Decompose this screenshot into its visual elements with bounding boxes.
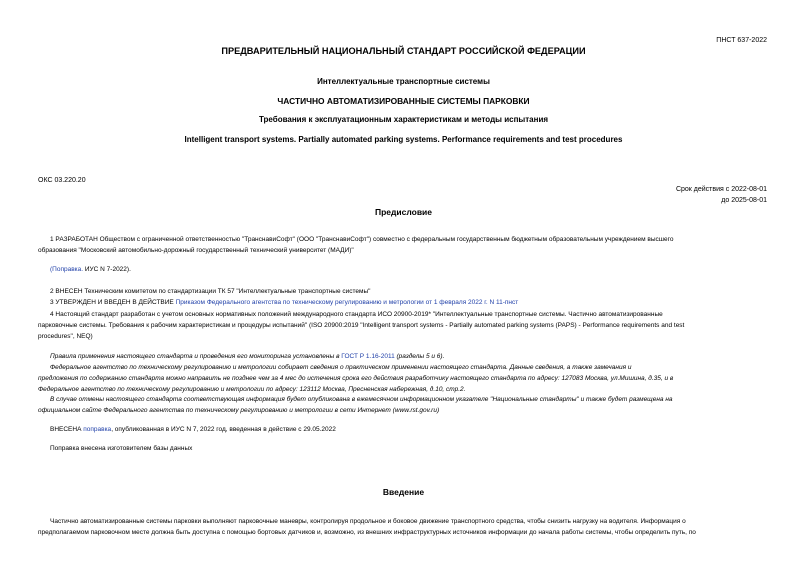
amended-post: , опубликованная в ИУС N 7, 2022 год, введенная в действие с 29.05.2022 [111,426,336,433]
title-series: Интеллектуальные транспортные системы [317,77,490,86]
fed-line1: Федеральное агентство по техническому регулированию и метрологии собирает сведения о практическом применении настоящего стандарта. Данные сведения, а также замечания и [50,364,632,371]
document-title: ПРЕДВАРИТЕЛЬНЫЙ НАЦИОНАЛЬНЫЙ СТАНДАРТ РОССИЙСКОЙ ФЕДЕРАЦИИ [221,46,586,56]
valid-to: до 2025-08-01 [721,197,767,204]
amendment-note [50,266,131,273]
rules-text-1: Правила применения настоящего стандарта и проведения его мониторинга установлены в [50,353,342,360]
valid-from: Срок действия с 2022-08-01 [675,186,767,193]
amendment-link-2[interactable]: поправка [83,426,112,433]
title-subtitle: Требования к эксплуатационным характеристикам и методы испытания [258,115,549,124]
p3 [50,299,518,306]
title-name: ЧАСТИЧНО АВТОМАТИЗИРОВАННЫЕ СИСТЕМЫ ПАРКОВКИ [277,96,530,106]
p4-line1: 4 Настоящий стандарт разработан с учетом основных нормативных положений международного стандарта ИСО 20900-2019* "Интеллектуальные транспортные системы. Частично автоматизированные [50,311,663,318]
cancel-line2: официальном сайте Федерального агентства по техническому регулированию и метрологии в сети Интернет (www.rst.gov.ru) [38,407,440,414]
doc-code: ПНСТ 637-2022 [716,37,767,44]
p2: 2 ВНЕСЕН Техническим комитетом по стандартизации ТК 57 "Интеллектуальные транспортные системы" [50,288,371,295]
oks-code: ОКС 03.220.20 [38,177,86,184]
order-link[interactable]: Приказом Федерального агентства по техническому регулированию и метрологии от 1 февраля 2022 г. N 11-пнст [175,299,519,306]
gost-link[interactable]: ГОСТ Р 1.16-2011 [341,353,395,360]
p1-line1: 1 РАЗРАБОТАН Обществом с ограниченной ответственностью "ТранснавиСофт" (ООО "ТранснавиСофт") совместно с федеральным государственным бюджетным образовательным учреждением высшего [50,236,674,243]
rules-note [50,353,444,360]
amended-pre: ВНЕСЕНА [50,426,84,433]
foreword-heading: Предисловие [374,207,433,217]
title-english: Intelligent transport systems. Partially automated parking systems. Performance requirements and test procedures [184,135,623,144]
amendment-rest: ИУС N 7-2022). [83,266,131,273]
p4-line2: парковочные системы. Требования к рабочим характеристикам и процедуры испытаний" (ISO 20900:2019 "Intelligent transport systems - Partially automated parking systems (PAPS) - Performance requirements and test [38,322,685,329]
intro-heading: Введение [382,487,425,497]
fed-line2: предложения по содержанию стандарта можно направить не позднее чем за 4 мес до истечения срока его действия разработчику настоящего стандарта по адресу: 127083 Москва, ул.Мишина, д.35, и в [38,375,674,382]
amended-note [50,426,336,433]
fed-line3: Федеральное агентство по техническому регулированию и метрологии по адресу: 123112 Москва, Пресненская набережная, д.10, стр.2. [38,386,466,393]
intro-line1: Частично автоматизированные системы парковки выполняют парковочные маневры, контролируя продольное и боковое движение транспортного средства, чтобы снизить нагрузку на водителя. Информация о [50,518,686,525]
p3-text: 3 УТВЕРЖДЕН И ВВЕДЕН В ДЕЙСТВИЕ [50,299,176,306]
p4-line3: procedures", NEQ) [38,333,93,340]
p1-line2: образования "Московский автомобильно-дорожный государственный технический университет (МАДИ)" [38,247,354,254]
amendment-link[interactable]: (Поправка. [50,266,84,273]
intro-line2: предполагаемом парковочном месте должна быть доступна с помощью бортовых датчиков и, возможно, из внешних инфраструктурных источников информации до начала работы системы, чтобы определить путь, по [38,529,696,536]
rules-text-2: (разделы 5 и 6). [394,353,445,360]
db-note: Поправка внесена изготовителем базы данных [50,445,193,452]
cancel-line1: В случае отмены настоящего стандарта соответствующая информация будет опубликована в ежемесячном информационном указателе "Национальные стандарты" и также будет размещена на [50,396,673,403]
